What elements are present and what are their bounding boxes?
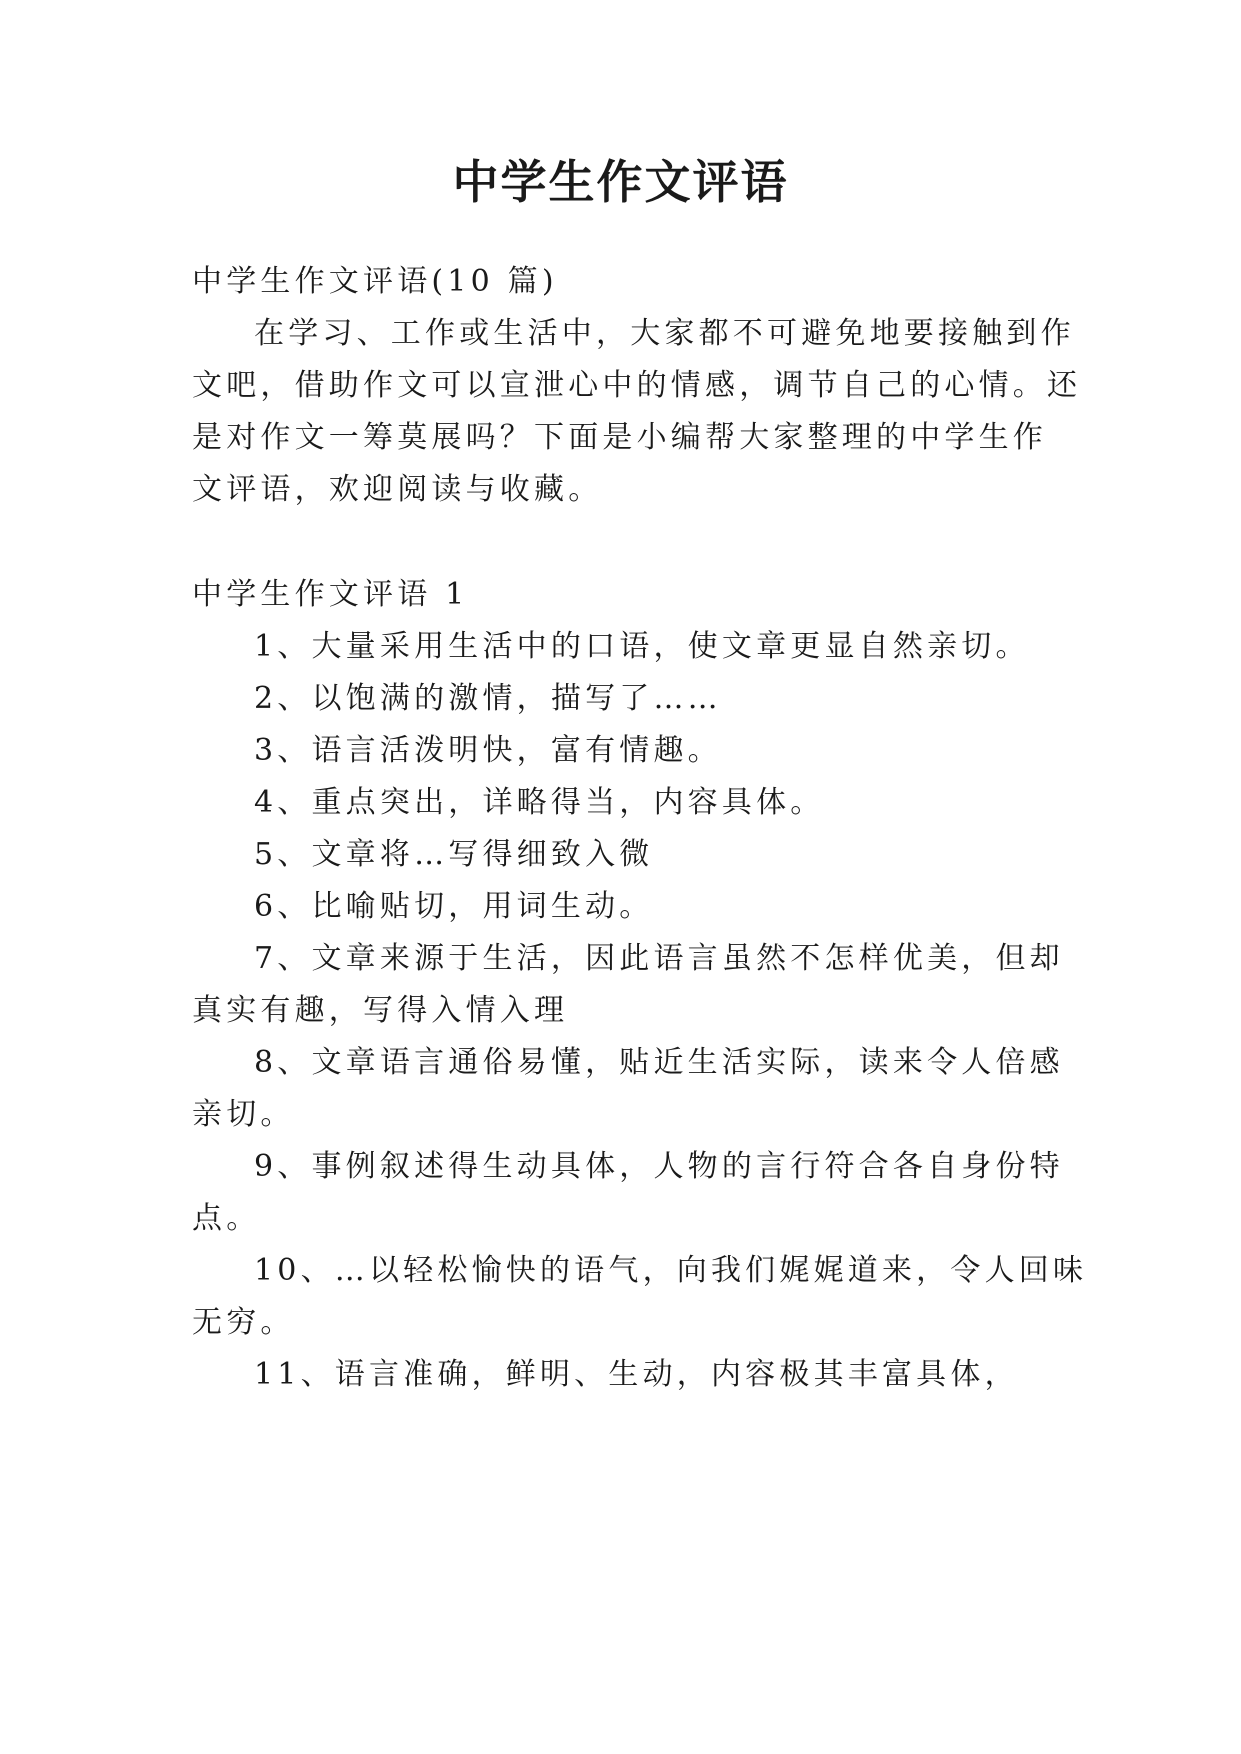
document-subtitle: 中学生作文评语(10 篇) [192,264,558,299]
list-item-continuation: 真实有趣，写得入情入理 [192,993,569,1028]
intro-line: 文评语，欢迎阅读与收藏。 [192,472,603,507]
list-item: 7、文章来源于生活，因此语言虽然不怎样优美，但却 [254,941,1064,976]
list-item: 11、语言准确，鲜明、生动，内容极其丰富具体， [254,1357,1019,1392]
intro-line: 文吧，借助作文可以宣泄心中的情感，调节自己的心情。还 [192,368,1082,403]
document-title: 中学生作文评语 [452,155,789,209]
list-item-continuation: 亲切。 [192,1097,295,1132]
list-item: 1、大量采用生活中的口语，使文章更显自然亲切。 [254,629,1030,664]
list-item-continuation: 无穷。 [192,1305,295,1340]
intro-line: 是对作文一筹莫展吗？下面是小编帮大家整理的中学生作 [192,420,1047,455]
list-item-continuation: 点。 [192,1201,261,1236]
intro-line: 在学习、工作或生活中，大家都不可避免地要接触到作 [254,316,1075,351]
list-item: 10、…以轻松愉快的语气，向我们娓娓道来，令人回味 [254,1253,1088,1288]
list-item: 9、事例叙述得生动具体，人物的言行符合各自身份特 [254,1149,1064,1184]
list-item: 8、文章语言通俗易懂，贴近生活实际，读来令人倍感 [254,1045,1064,1080]
section-heading: 中学生作文评语 1 [192,577,469,612]
list-item: 5、文章将…写得细致入微 [254,837,654,872]
list-item: 3、语言活泼明快，富有情趣。 [254,733,722,768]
list-item: 4、重点突出，详略得当，内容具体。 [254,785,825,820]
list-item: 6、比喻贴切，用词生动。 [254,889,654,924]
list-item: 2、以饱满的激情，描写了…… [254,681,722,716]
